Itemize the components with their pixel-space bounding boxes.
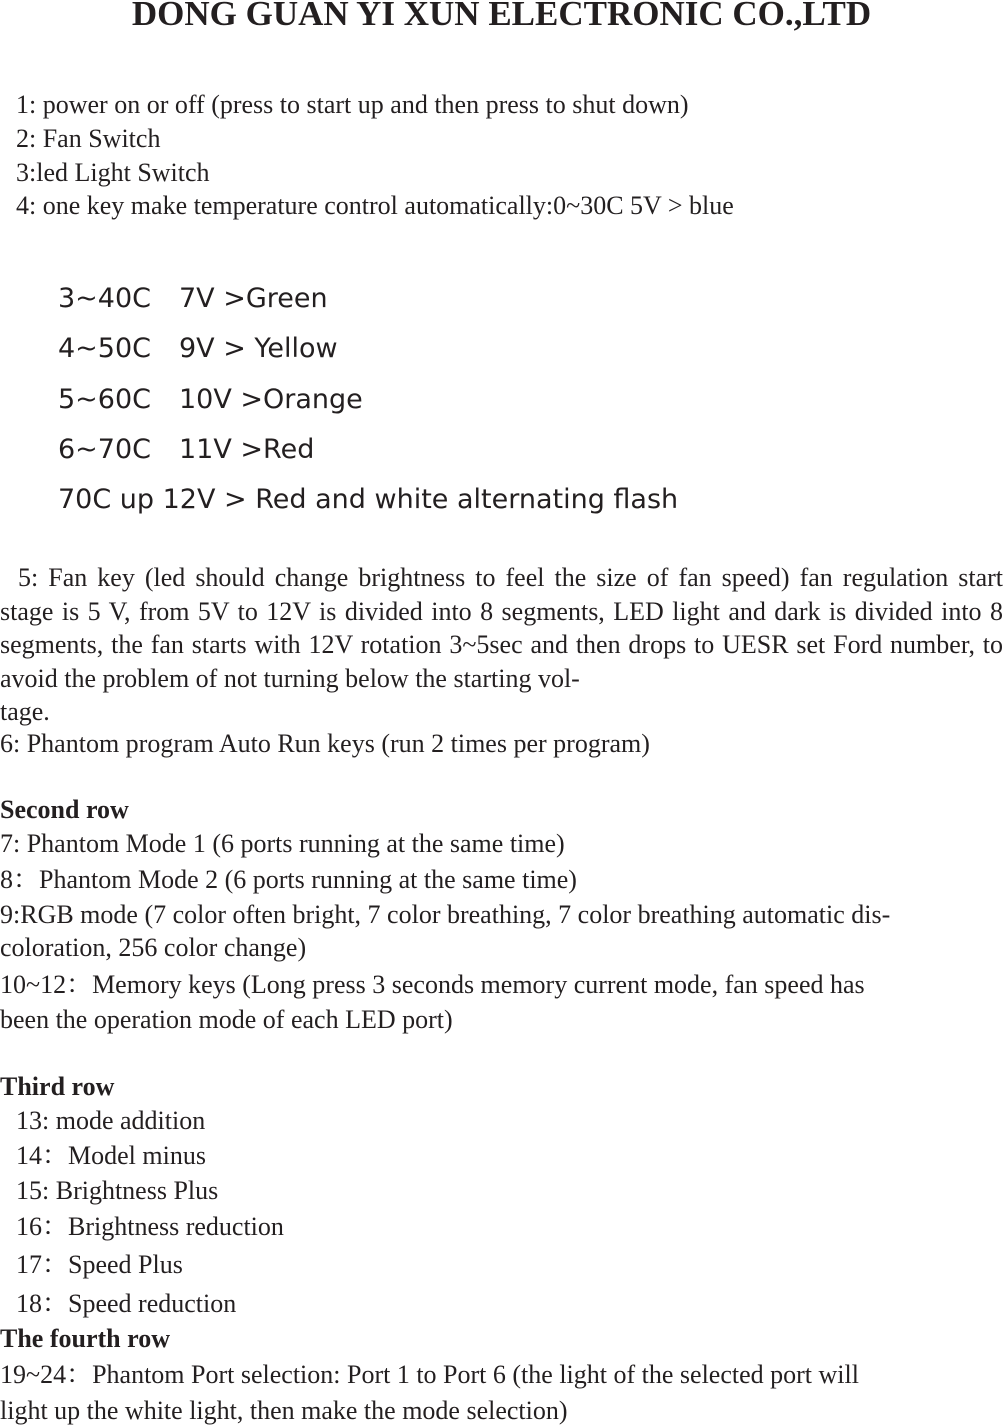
item-6: 6: Phantom program Auto Run keys (run 2 times per program) — [0, 729, 650, 758]
temp-range: 3~40C — [58, 283, 152, 314]
item-10-line1: 10~12：Memory keys (Long press 3 seconds memory current mode, fan speed has — [0, 970, 865, 999]
item-16: 16：Brightness reduction — [16, 1212, 284, 1241]
item-13: 13: mode addition — [16, 1106, 206, 1135]
item-2: 2: Fan Switch — [16, 124, 161, 153]
item-5-tail: tage. — [0, 697, 50, 726]
item-9-line2: coloration, 256 color change) — [0, 933, 307, 962]
fourth-row-heading: The fourth row — [0, 1324, 170, 1353]
item-4: 4: one key make temperature control automatically:0~30C 5V > blue — [16, 191, 734, 220]
item-5-text: 5: Fan key (led should change brightness to feel the size of fan speed) fan regulation start stage is 5 V, from 5V to 12V is divided into 8 segments, LED light and dark is divided into 8 segments, the fan starts with 12V rotation 3~5sec and then drops to UESR set Ford number, to avoid the problem of not turning below the starting vol- — [0, 563, 1003, 693]
item-18: 18：Speed reduction — [16, 1289, 237, 1318]
item-5-paragraph — [0, 561, 1003, 695]
second-row-heading: Second row — [0, 795, 129, 824]
temp-setting: 11V >Red — [179, 434, 315, 465]
temp-row — [58, 332, 338, 366]
item-1: 1: power on or off (press to start up and then press to shut down) — [16, 90, 689, 119]
item-10-line2: been the operation mode of each LED port) — [0, 1005, 453, 1034]
item-19-line2: light up the white light, then make the mode selection) — [0, 1396, 568, 1425]
temp-row — [58, 433, 314, 467]
item-8: 8：Phantom Mode 2 (6 ports running at the same time) — [0, 865, 577, 894]
temp-row-last: 70C up 12V > Red and white alternating flash — [58, 484, 679, 515]
item-9-line1: 9:RGB mode (7 color often bright, 7 color breathing, 7 color breathing automatic dis- — [0, 900, 891, 929]
temp-range: 5~60C — [58, 384, 152, 415]
item-15: 15: Brightness Plus — [16, 1176, 219, 1205]
temp-setting: 7V >Green — [179, 283, 328, 314]
third-row-heading: Third row — [0, 1072, 115, 1101]
item-17: 17：Speed Plus — [16, 1250, 183, 1279]
item-19-line1: 19~24：Phantom Port selection: Port 1 to Port 6 (the light of the selected port will — [0, 1360, 859, 1389]
temp-row — [58, 282, 328, 316]
temp-range: 4~50C — [58, 333, 152, 364]
company-title: DONG GUAN YI XUN ELECTRONIC CO.,LTD — [131, 0, 872, 33]
item-3: 3:led Light Switch — [16, 158, 210, 187]
item-14: 14：Model minus — [16, 1141, 206, 1170]
temp-setting: 9V > Yellow — [179, 333, 338, 364]
temp-row — [58, 383, 363, 417]
temp-setting: 10V >Orange — [179, 384, 363, 415]
item-7: 7: Phantom Mode 1 (6 ports running at the same time) — [0, 829, 565, 858]
temp-range: 6~70C — [58, 434, 152, 465]
